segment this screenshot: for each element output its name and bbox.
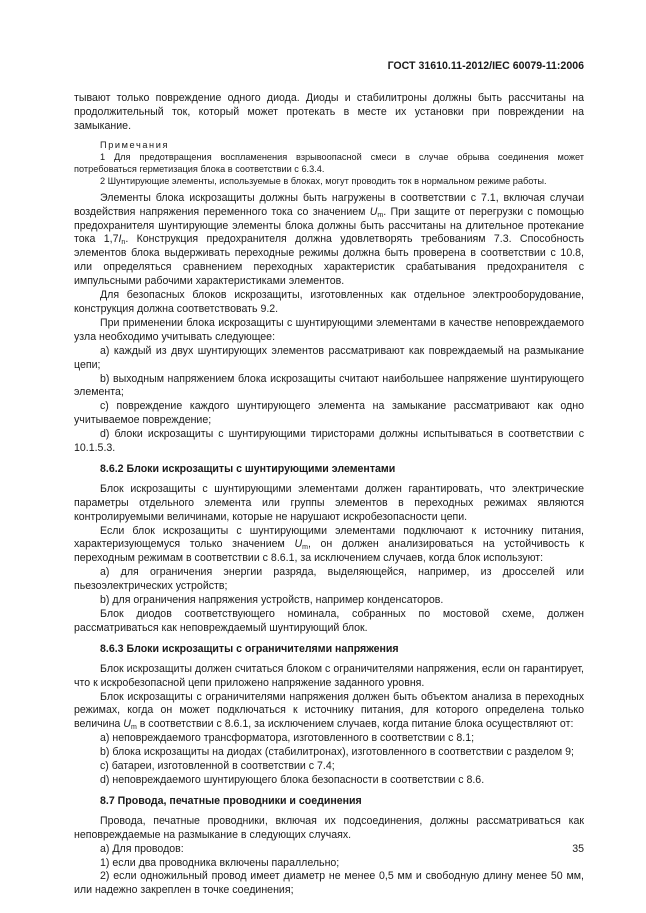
text-span: Элементы блока искрозащиты должны быть нагружены в соответствии с 7.1, включая случаи воздействия напряжения переменного тока со значением	[74, 191, 584, 218]
paragraph-shunt-usage: При применении блока искрозащиты с шунтирующими элементами в качестве неповреждаемого узла необходимо учитывать следующее:	[74, 316, 584, 343]
paragraph: Блок искрозащиты должен считаться блоком с ограничителями напряжения, если он гарантирует, что к искробезопасной цепи приложено напряжение заданного уровня.	[74, 662, 584, 689]
paragraph: Блок диодов соответствующего номинала, собранных по мостовой схеме, должен рассматриваться как неповреждаемый шунтирующий блок.	[74, 608, 584, 634]
um-subscript: m	[377, 211, 384, 219]
text-span: Блок искрозащиты с ограничителями напряжения должен быть объектом анализа в переходных режимах, когда он может подключаться к источнику питания, для которого определена только величина	[74, 690, 584, 731]
paragraph-elements-load	[74, 192, 584, 289]
text-span: . При защите от перегрузки с помощью предохранителя шунтирующие элементы блока должны быть рассчитаны на длительное протекание тока 1,7	[74, 205, 584, 246]
paragraph	[74, 525, 584, 567]
paragraph-safe-blocks: Для безопасных блоков искрозащиты, изготовленных как отдельное электрооборудование, конструкция должна соответствовать 9.2.	[74, 289, 584, 315]
list-item: 1) если два проводника включены параллельно;	[100, 856, 340, 869]
paragraph	[74, 691, 584, 733]
list-item: с) батареи, изготовленной в соответствии с 7.4;	[100, 760, 335, 773]
list-item: а) для ограничения энергии разряда, выделяющейся, например, из дросселей или пьезоэлектрических устройств;	[74, 566, 584, 593]
list-item: 2) если одножильный провод имеет диаметр не менее 0,5 мм и свободную длину менее 50 мм, или надежно закреплен в точке соединения;	[74, 870, 584, 897]
in-symbol: I	[118, 233, 122, 246]
list-item: d) блоки искрозащиты с шунтирующими тиристорами должны испытываться в соответствии с 10.1.5.3.	[74, 428, 584, 455]
note-2: 2 Шунтирующие элементы, используемые в блоках, могут проводить ток в нормальном режиме работы.	[100, 175, 547, 186]
in-subscript: n	[121, 239, 126, 247]
section-heading-8-6-3: 8.6.3 Блоки искрозащиты с ограничителями напряжения	[100, 642, 399, 655]
page-content	[74, 92, 584, 898]
list-item: с) повреждение каждого шунтирующего элемента на замыкание рассматривают как одно учитываемое повреждение;	[74, 400, 584, 427]
um-subscript: m	[302, 544, 308, 552]
um-subscript: m	[130, 724, 137, 732]
list-item: а) каждый из двух шунтирующих элементов рассматривают как повреждаемый на размыкание цепи;	[74, 344, 584, 371]
standard-header: ГОСТ 31610.11-2012/IEC 60079-11:2006	[387, 60, 584, 72]
section-heading-8-6-2: 8.6.2 Блоки искрозащиты с шунтирующими элементами	[100, 462, 396, 475]
list-item: а) неповреждаемого трансформатора, изготовленного в соответствии с 8.1;	[100, 732, 475, 745]
text-span: . Конструкция предохранителя должна удовлетворять требованиям 7.3. Способность элементов блока выдерживать переходные режимы должна быть проверена в соответствии с 10.8, или определяться сравнением переходных характеристик срабатывания предохранителя с импульсными рабочими характеристиками элементов.	[74, 233, 584, 288]
text-span: Если блок искрозащиты с шунтирующими элементами подключают к источнику питания, характеризующемуся только значением	[74, 524, 584, 551]
um-symbol: U	[369, 205, 378, 218]
text-span: в соответствии с 8.6.1, за исключением случаев, когда питание блока осуществляют от:	[136, 718, 574, 731]
notes-title: Примечания	[100, 139, 170, 150]
paragraph: Блок искрозащиты с шунтирующими элементами должен гарантировать, что электрические параметры отдельного элемента или группы элементов в переходных режимах являются контролируемыми величинами, которые не нарушают искробезопасности цепи.	[74, 482, 584, 523]
page-number: 35	[572, 843, 584, 855]
list-item: b) блока искрозащиты на диодах (стабилитронах), изготовленного в соответствии с разделом 9;	[100, 746, 574, 759]
list-item: b) для ограничения напряжения устройств, например конденсаторов.	[100, 594, 444, 607]
list-item: b) выходным напряжением блока искрозащиты считают наибольшее напряжение шунтирующего элемента;	[74, 372, 584, 399]
list-item: а) Для проводов:	[100, 842, 184, 855]
um-symbol: U	[123, 718, 131, 731]
paragraph: Провода, печатные проводники, включая их подсоединения, должны рассматриваться как неповреждаемые на размыкание в следующих случаях.	[74, 814, 584, 841]
list-item: d) неповреждаемого шунтирующего блока безопасности в соответствии с 8.6.	[100, 773, 485, 786]
um-symbol: U	[294, 538, 303, 551]
text-span: , он должен анализироваться на устойчивость к переходным режимам в соответствии с 8.6.1, за исключением случаев, когда блок используют:	[74, 538, 584, 565]
section-heading-8-7: 8.7 Провода, печатные проводники и соединения	[100, 794, 362, 807]
intro-paragraph: тывают только повреждение одного диода. Диоды и стабилитроны должны быть рассчитаны на продолжительный ток, который может протекать в месте их установки при повреждении на замыкание.	[74, 92, 584, 132]
note-1: 1 Для предотвращения воспламенения взрывоопасной смеси в случае обрыва соединения может потребоваться герметизация блока в соответствии с 6.3.4.	[74, 151, 584, 174]
